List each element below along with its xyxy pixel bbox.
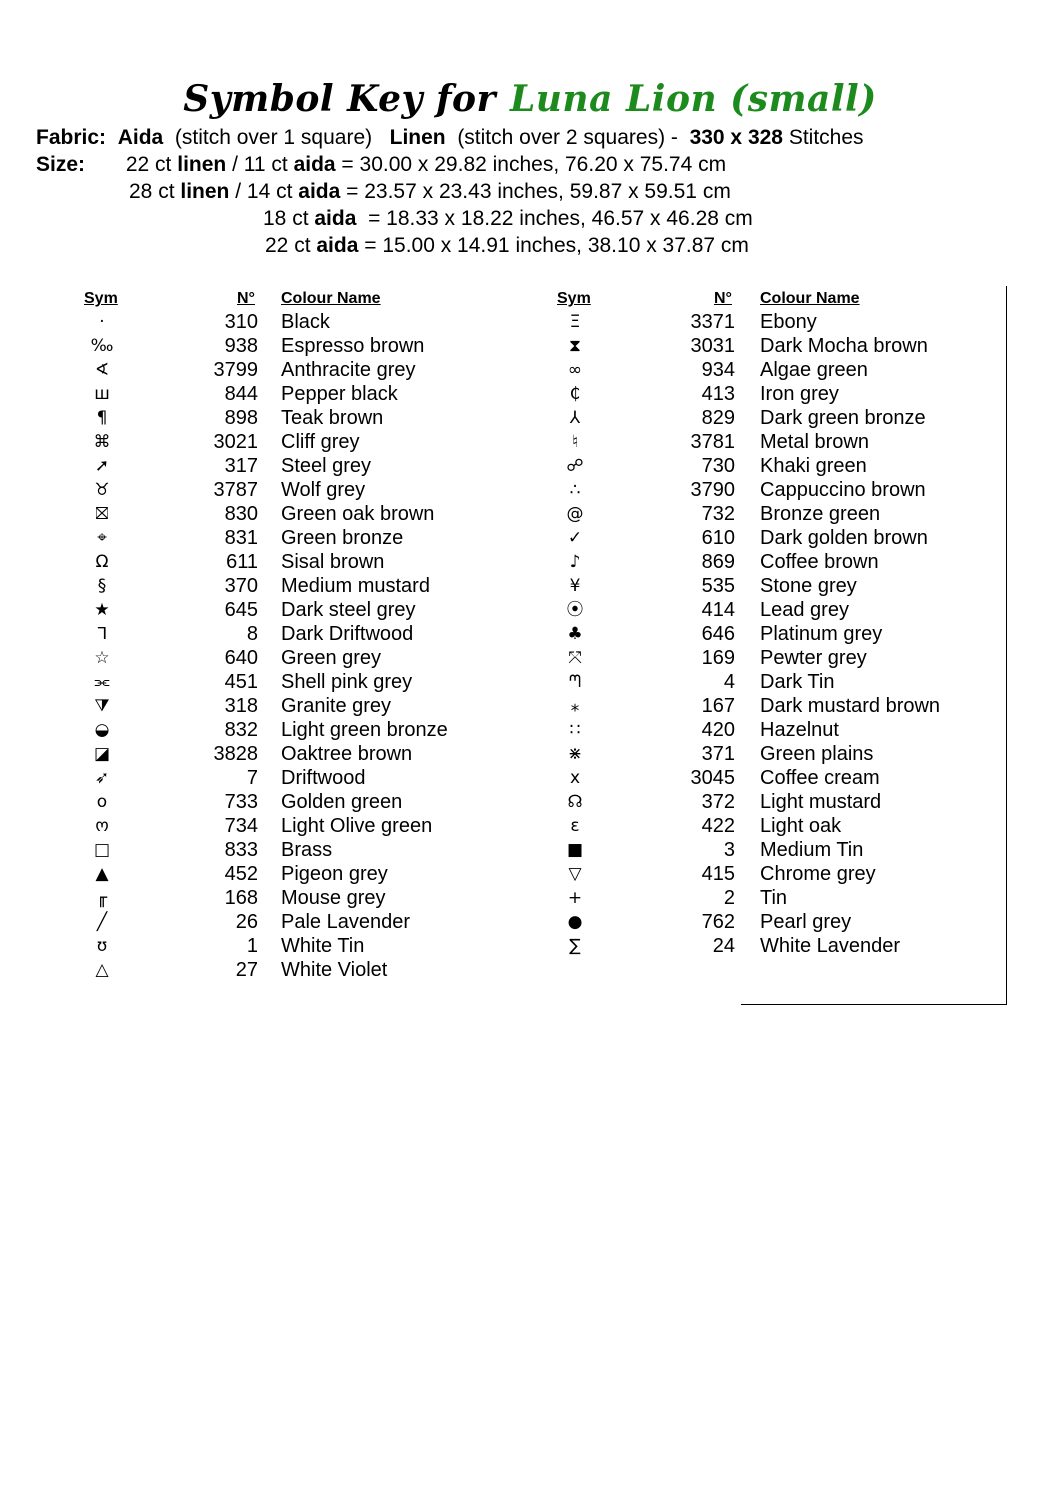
stitch-symbol: x xyxy=(569,768,581,788)
size-label: Size: xyxy=(36,153,86,176)
thread-number: 420 xyxy=(701,719,735,741)
stitch-symbol: ∞ xyxy=(567,360,583,380)
key-row xyxy=(0,430,1060,454)
stitch-symbol: ᘉ xyxy=(568,672,582,692)
stitch-symbol: ☊ xyxy=(567,792,583,812)
stitch-symbol: □ xyxy=(93,840,111,860)
colour-name: Teak brown xyxy=(281,407,384,429)
key-row xyxy=(0,910,1060,934)
colour-name: Platinum grey xyxy=(760,623,883,645)
key-row xyxy=(0,862,1060,886)
size-dimensions: = 30.00 x 29.82 inches, 76.20 x 75.74 cm xyxy=(335,153,727,176)
colour-name: Espresso brown xyxy=(281,335,425,357)
thread-number: 27 xyxy=(235,959,258,981)
stitch-symbol: ★ xyxy=(94,600,110,620)
thread-number: 317 xyxy=(224,455,258,477)
stitch-symbol: ▽ xyxy=(568,864,582,884)
thread-number: 730 xyxy=(701,455,735,477)
thread-number: 372 xyxy=(701,791,735,813)
stitch-symbol: ∑ xyxy=(569,936,581,956)
colour-name: Granite grey xyxy=(281,695,392,717)
colour-name: Light Olive green xyxy=(281,815,433,837)
header-sym-right: Sym xyxy=(557,290,591,307)
border-bottom xyxy=(741,1004,1007,1005)
colour-name: Oaktree brown xyxy=(281,743,413,765)
thread-number: 2 xyxy=(723,887,735,909)
thread-number: 934 xyxy=(701,359,735,381)
stitch-symbol: + xyxy=(567,888,583,908)
size-text: / 14 ct xyxy=(229,180,299,203)
colour-name: Dark Driftwood xyxy=(281,623,414,645)
colour-name: Green bronze xyxy=(281,527,404,549)
stitch-symbol: ო xyxy=(95,816,109,836)
colour-name: Medium mustard xyxy=(281,575,430,597)
colour-name: Algae green xyxy=(760,359,868,381)
key-row xyxy=(0,646,1060,670)
stitch-symbol: ♉ xyxy=(94,480,110,500)
key-row xyxy=(0,934,1060,958)
stitch-symbol: ⛝ xyxy=(95,504,109,524)
thread-number: 24 xyxy=(712,935,735,957)
thread-number: 451 xyxy=(224,671,258,693)
thread-number: 831 xyxy=(224,527,258,549)
thread-number: 734 xyxy=(224,815,258,837)
colour-name: Mouse grey xyxy=(281,887,386,909)
stitch-symbol: § xyxy=(97,576,107,596)
page-title xyxy=(0,78,1060,120)
stitch-symbol: ⌖ xyxy=(97,528,107,548)
stitch-symbol: ◪ xyxy=(93,744,111,764)
colour-name: Brass xyxy=(281,839,333,861)
key-row xyxy=(0,886,1060,910)
colour-name: Metal brown xyxy=(760,431,869,453)
stitch-symbol: ☍ xyxy=(566,456,584,476)
thread-number: 610 xyxy=(701,527,735,549)
thread-number: 535 xyxy=(701,575,735,597)
thread-number: 3787 xyxy=(213,479,258,501)
thread-number: 938 xyxy=(224,335,258,357)
colour-name: Light oak xyxy=(760,815,842,837)
key-row xyxy=(0,574,1060,598)
size-dimensions: = 15.00 x 14.91 inches, 38.10 x 37.87 cm xyxy=(358,234,749,257)
stitch-symbol: ο xyxy=(96,792,108,812)
stitch-symbol: △ xyxy=(95,960,109,980)
stitch-symbol: ∴ xyxy=(569,480,581,500)
thread-number: 167 xyxy=(701,695,735,717)
key-column-right xyxy=(0,310,1060,958)
key-row xyxy=(0,454,1060,478)
stitch-symbol: ⌘ xyxy=(93,432,111,452)
fabric-line xyxy=(36,126,864,150)
header-num-right: N° xyxy=(714,290,732,307)
fabric-linen-note: (stitch over 2 squares) - xyxy=(457,126,678,149)
colour-name: Lead grey xyxy=(760,599,849,621)
colour-name: Dark Mocha brown xyxy=(760,335,928,357)
thread-number: 3371 xyxy=(690,311,735,333)
colour-name: Pewter grey xyxy=(760,647,867,669)
stitch-word: Stitches xyxy=(788,126,864,149)
stitch-symbol: · xyxy=(99,312,105,332)
size-line-2 xyxy=(129,180,731,204)
stitch-symbol: ⧗ xyxy=(569,336,581,356)
thread-number: 7 xyxy=(246,767,258,789)
thread-number: 422 xyxy=(701,815,735,837)
size-text: 28 ct xyxy=(129,180,181,203)
thread-number: 370 xyxy=(224,575,258,597)
colour-name: Khaki green xyxy=(760,455,867,477)
stitch-symbol: ¥ xyxy=(569,576,581,596)
thread-number: 762 xyxy=(701,911,735,933)
stitch-symbol: ¶ xyxy=(96,408,108,428)
size-fabric: linen xyxy=(180,180,230,203)
colour-name: Dark steel grey xyxy=(281,599,416,621)
colour-name: Sisal brown xyxy=(281,551,385,573)
stitch-symbol: ʊ xyxy=(96,936,108,956)
size-text: 22 ct xyxy=(125,153,178,176)
colour-name: White Lavender xyxy=(760,935,901,957)
size-dimensions: = 18.33 x 18.22 inches, 46.57 x 46.28 cm xyxy=(356,207,753,230)
colour-name: Medium Tin xyxy=(760,839,864,861)
key-row xyxy=(0,766,1060,790)
key-row xyxy=(0,526,1060,550)
colour-name: Pearl grey xyxy=(760,911,852,933)
thread-number: 3045 xyxy=(690,767,735,789)
fabric-label: Fabric: xyxy=(36,126,107,149)
stitch-count: 330 x 328 xyxy=(689,126,783,149)
stitch-symbol: ■ xyxy=(566,840,584,860)
colour-name: Light mustard xyxy=(760,791,882,813)
thread-number: 310 xyxy=(224,311,258,333)
key-row xyxy=(0,622,1060,646)
size-text: 18 ct xyxy=(263,207,315,230)
thread-number: 26 xyxy=(235,911,258,933)
stitch-symbol: ‰ xyxy=(90,336,114,356)
header-num-left: N° xyxy=(237,290,255,307)
colour-name: Coffee cream xyxy=(760,767,880,789)
thread-number: 8 xyxy=(246,623,258,645)
key-row xyxy=(0,718,1060,742)
thread-number: 4 xyxy=(723,671,735,693)
key-row xyxy=(0,598,1060,622)
colour-name: White Tin xyxy=(281,935,365,957)
colour-name: Tin xyxy=(760,887,788,909)
size-fabric: aida xyxy=(298,180,341,203)
thread-number: 844 xyxy=(224,383,258,405)
colour-name: Black xyxy=(281,311,330,333)
size-text: / 11 ct xyxy=(226,153,294,176)
thread-number: 869 xyxy=(701,551,735,573)
colour-name: Chrome grey xyxy=(760,863,876,885)
colour-name: Hazelnut xyxy=(760,719,839,741)
header-sym-left: Sym xyxy=(84,290,118,307)
key-row xyxy=(0,838,1060,862)
thread-number: 1 xyxy=(246,935,258,957)
colour-name: Dark mustard brown xyxy=(760,695,941,717)
thread-number: 3031 xyxy=(690,335,735,357)
thread-number: 414 xyxy=(701,599,735,621)
thread-number: 415 xyxy=(701,863,735,885)
stitch-symbol: ⋇ xyxy=(567,744,583,764)
size-fabric: aida xyxy=(316,234,359,257)
thread-number: 830 xyxy=(224,503,258,525)
key-row xyxy=(0,478,1060,502)
stitch-symbol: ╱ xyxy=(96,912,108,932)
thread-number: 3 xyxy=(723,839,735,861)
stitch-symbol: ⧩ xyxy=(94,696,110,716)
stitch-symbol: ɛ xyxy=(570,816,580,836)
thread-number: 318 xyxy=(224,695,258,717)
size-line-4 xyxy=(265,234,749,258)
stitch-symbol: ♮ xyxy=(571,432,579,452)
size-fabric: linen xyxy=(177,153,227,176)
key-row xyxy=(0,694,1060,718)
stitch-symbol: ⅄ xyxy=(569,408,581,428)
stitch-symbol: ➚ xyxy=(94,456,110,476)
colour-name: Stone grey xyxy=(760,575,857,597)
colour-name: Green plains xyxy=(760,743,874,765)
key-row xyxy=(0,550,1060,574)
size-fabric: aida xyxy=(314,207,357,230)
colour-name: Dark green bronze xyxy=(760,407,926,429)
thread-number: 833 xyxy=(224,839,258,861)
key-row xyxy=(0,958,1060,982)
colour-name: Dark Tin xyxy=(760,671,835,693)
thread-number: 3790 xyxy=(690,479,735,501)
colour-name: Coffee brown xyxy=(760,551,879,573)
stitch-symbol: ♪ xyxy=(569,552,581,572)
title-prefix: Symbol Key for xyxy=(183,78,496,120)
thread-number: 3781 xyxy=(690,431,735,453)
stitch-symbol: ☆ xyxy=(94,648,110,668)
stitch-symbol: Ξ xyxy=(569,312,581,332)
colour-name: Dark golden brown xyxy=(760,527,928,549)
stitch-symbol: @ xyxy=(566,504,584,524)
thread-number: 371 xyxy=(701,743,735,765)
stitch-symbol: ∷ xyxy=(569,720,581,740)
stitch-symbol: ⤧ xyxy=(568,648,582,668)
thread-number: 168 xyxy=(224,887,258,909)
thread-number: 645 xyxy=(224,599,258,621)
colour-name: White Violet xyxy=(281,959,388,981)
stitch-symbol: ₵ xyxy=(569,384,581,404)
key-row xyxy=(0,334,1060,358)
stitch-symbol: ∢ xyxy=(94,360,110,380)
colour-name: Pale Lavender xyxy=(281,911,410,933)
stitch-symbol: ⁎ xyxy=(570,696,580,716)
size-line-3 xyxy=(263,207,753,231)
thread-number: 898 xyxy=(224,407,258,429)
stitch-symbol: ♣ xyxy=(567,624,583,644)
key-row xyxy=(0,670,1060,694)
fabric-aida: Aida xyxy=(117,126,164,149)
fabric-linen: Linen xyxy=(389,126,446,149)
stitch-symbol: ➶ xyxy=(94,768,110,788)
stitch-symbol: ✓ xyxy=(567,528,583,548)
colour-name: Bronze green xyxy=(760,503,881,525)
colour-name: Green oak brown xyxy=(281,503,435,525)
thread-number: 413 xyxy=(701,383,735,405)
size-text: 22 ct xyxy=(265,234,317,257)
fabric-aida-note: (stitch over 1 square) xyxy=(174,126,373,149)
colour-name: Cappuccino brown xyxy=(760,479,926,501)
pattern-name: Luna Lion (small) xyxy=(509,78,877,120)
key-row xyxy=(0,358,1060,382)
colour-name: Golden green xyxy=(281,791,403,813)
stitch-symbol: ᒣ xyxy=(96,624,108,644)
colour-name: Iron grey xyxy=(760,383,839,405)
key-row xyxy=(0,382,1060,406)
thread-number: 732 xyxy=(701,503,735,525)
border-right xyxy=(1006,286,1007,1004)
key-row xyxy=(0,310,1060,334)
thread-number: 829 xyxy=(701,407,735,429)
thread-number: 3799 xyxy=(213,359,258,381)
colour-name: Anthracite grey xyxy=(281,359,416,381)
colour-name: Green grey xyxy=(281,647,382,669)
key-row xyxy=(0,814,1060,838)
stitch-symbol: ⦿ xyxy=(566,600,584,620)
size-line-1 xyxy=(36,153,726,177)
thread-number: 611 xyxy=(226,551,258,573)
thread-number: 646 xyxy=(701,623,735,645)
key-row xyxy=(0,742,1060,766)
key-row xyxy=(0,790,1060,814)
header-name-right: Colour Name xyxy=(760,290,860,307)
thread-number: 452 xyxy=(224,863,258,885)
stitch-symbol: ⫘ xyxy=(94,672,110,692)
colour-name: Ebony xyxy=(760,311,817,333)
colour-name: Pigeon grey xyxy=(281,863,388,885)
header-name-left: Colour Name xyxy=(281,290,381,307)
colour-name: Shell pink grey xyxy=(281,671,413,693)
key-row xyxy=(0,502,1060,526)
stitch-symbol: ╓ xyxy=(96,888,108,908)
stitch-symbol: ◒ xyxy=(94,720,110,740)
colour-name: Wolf grey xyxy=(281,479,366,501)
stitch-symbol: ▲ xyxy=(95,864,109,884)
stitch-symbol: ш xyxy=(94,384,110,404)
colour-name: Cliff grey xyxy=(281,431,360,453)
thread-number: 640 xyxy=(224,647,258,669)
stitch-symbol: ● xyxy=(567,912,583,932)
thread-number: 3828 xyxy=(213,743,258,765)
thread-number: 733 xyxy=(224,791,258,813)
thread-number: 3021 xyxy=(213,431,258,453)
size-dimensions: = 23.57 x 23.43 inches, 59.87 x 59.51 cm xyxy=(340,180,731,203)
key-row xyxy=(0,406,1060,430)
colour-name: Steel grey xyxy=(281,455,372,477)
thread-number: 169 xyxy=(701,647,735,669)
size-fabric: aida xyxy=(293,153,336,176)
colour-name: Driftwood xyxy=(281,767,366,789)
colour-name: Pepper black xyxy=(281,383,398,405)
thread-number: 832 xyxy=(224,719,258,741)
stitch-symbol: Ω xyxy=(95,552,109,572)
colour-name: Light green bronze xyxy=(281,719,448,741)
